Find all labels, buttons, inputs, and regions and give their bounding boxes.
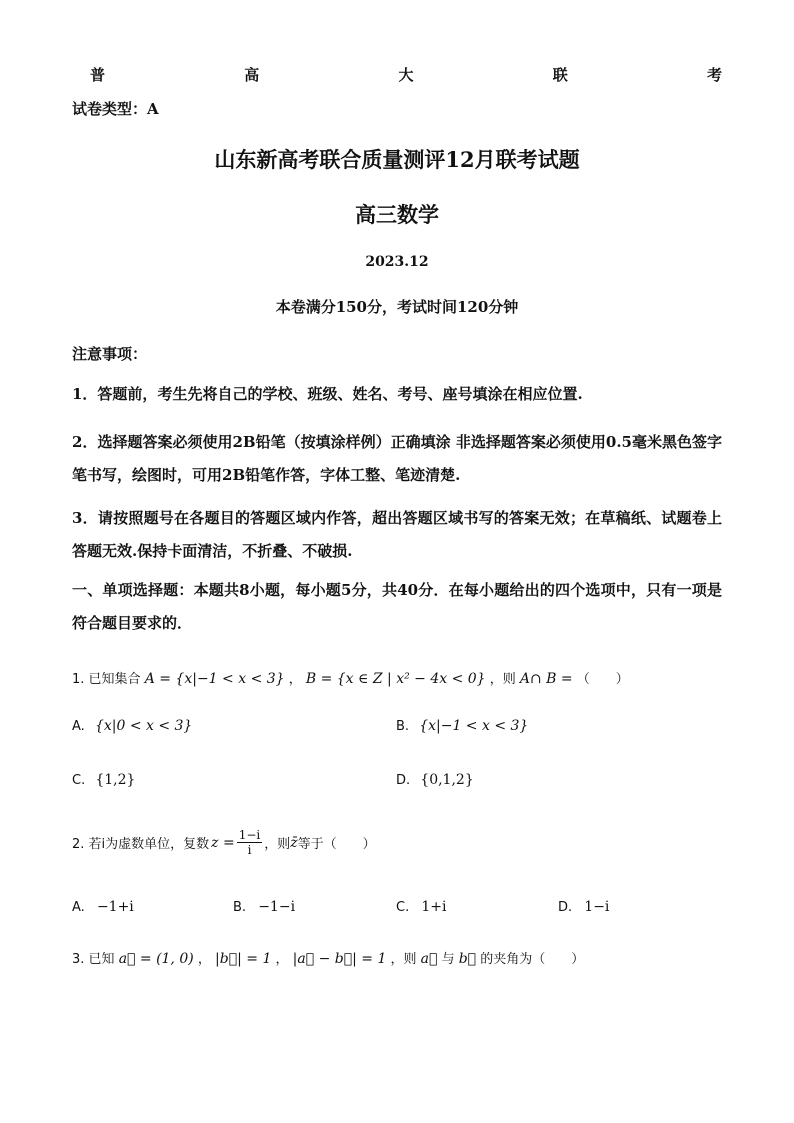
option-label: C. — [396, 900, 410, 915]
q3-a-definition: a⃗ = (1, 0) — [118, 951, 194, 967]
q3-vector-a: a⃗ — [420, 951, 438, 967]
q2-suffix: 等于（ ） — [297, 837, 376, 852]
q3-suffix: 的夹角为（ ） — [480, 952, 585, 967]
q3-and: 与 — [441, 952, 455, 967]
q2-z-eq: z = — [211, 834, 235, 851]
exam-title: 山东新高考联合质量测评12月联考试题 — [214, 147, 580, 172]
q1-option-b[interactable] — [396, 718, 528, 734]
question-2 — [72, 828, 376, 857]
note-item: 1．答题前，考生先将自己的学校、班级、姓名、考号、座号填涂在相应位置. — [72, 385, 583, 403]
q2-then: ，则 — [264, 837, 291, 852]
option-value: −1+i — [96, 899, 134, 915]
q3-comma: ， — [197, 952, 211, 967]
option-value: 1−i — [584, 899, 610, 915]
q1-separator: ， — [288, 672, 302, 687]
q1-prefix: 1. 已知集合 — [72, 672, 141, 687]
q1-set-b: B = {x ∈ Z | x² − 4x < 0} — [305, 671, 486, 687]
q1-option-c[interactable] — [72, 772, 135, 788]
q1-then: ，则 — [489, 672, 516, 687]
q2-fraction — [237, 828, 263, 857]
q2-option-d[interactable] — [558, 899, 609, 915]
q2-option-b[interactable] — [233, 899, 295, 915]
q2-option-a[interactable] — [72, 899, 134, 915]
q3-b-norm: |b⃗| = 1 — [215, 951, 272, 967]
header-char: 考 — [706, 66, 722, 84]
option-label: A. — [72, 900, 85, 915]
exam-date: 2023.12 — [365, 254, 429, 270]
q2-zbar: z̄ — [290, 834, 298, 851]
header-banner — [90, 64, 722, 85]
option-label: A. — [72, 719, 85, 734]
header-char: 普 — [90, 66, 106, 84]
paper-type: 试卷类型：A — [72, 100, 159, 118]
option-value: {x|0 < x < 3} — [94, 718, 193, 734]
q1-option-d[interactable] — [396, 772, 474, 788]
note-item: 2．选择题答案必须使用2B铅笔（按填涂样例）正确填涂 非选择题答案必须使用0.5毫米黑色签字笔书写，绘图时，可用2B铅笔作答，字体工整、笔迹清楚. — [72, 433, 722, 484]
q3-difference-norm: |a⃗ − b⃗| = 1 — [292, 951, 387, 967]
question-1 — [72, 668, 629, 687]
q3-then: ，则 — [390, 952, 417, 967]
option-value: −1−i — [258, 899, 296, 915]
option-label: B. — [396, 719, 410, 734]
q1-option-a[interactable] — [72, 718, 192, 734]
q3-prefix: 3. 已知 — [72, 952, 115, 967]
option-value: {0,1,2} — [420, 772, 474, 788]
option-label: C. — [72, 773, 86, 788]
option-value: {x|−1 < x < 3} — [419, 718, 529, 734]
q2-denominator: i — [247, 843, 252, 857]
header-char: 高 — [244, 66, 260, 84]
question-3 — [72, 948, 584, 967]
header-char: 联 — [552, 66, 568, 84]
q2-numerator: 1−i — [238, 828, 261, 842]
option-label: D. — [558, 900, 573, 915]
q2-option-c[interactable] — [396, 899, 446, 915]
q3-vector-b: b⃗ — [458, 951, 477, 967]
q2-prefix: 2. 若i为虚数单位，复数 — [72, 837, 210, 852]
note-item: 3．请按照题号在各题目的答题区域内作答，超出答题区域书写的答案无效；在草稿纸、试题卷上答题无效.保持卡面清洁，不折叠、不破损. — [72, 509, 722, 560]
q1-set-a: A = {x|−1 < x < 3} — [144, 671, 285, 687]
q1-answer-paren: （ ） — [576, 672, 629, 687]
option-label: D. — [396, 773, 411, 788]
option-label: B. — [233, 900, 247, 915]
exam-info: 本卷满分150分，考试时间120分钟 — [275, 298, 519, 316]
section-heading: 一、单项选择题：本题共8小题，每小题5分，共40分．在每小题给出的四个选项中，只有一项是符合题目要求的． — [72, 581, 722, 632]
header-char: 大 — [398, 66, 414, 84]
q3-comma: ， — [275, 952, 289, 967]
option-value: {1,2} — [95, 772, 136, 788]
exam-subject: 高三数学 — [355, 202, 439, 227]
q1-expression: A∩ B = — [519, 671, 573, 687]
option-value: 1+i — [421, 899, 447, 915]
notes-heading: 注意事项： — [72, 345, 148, 363]
